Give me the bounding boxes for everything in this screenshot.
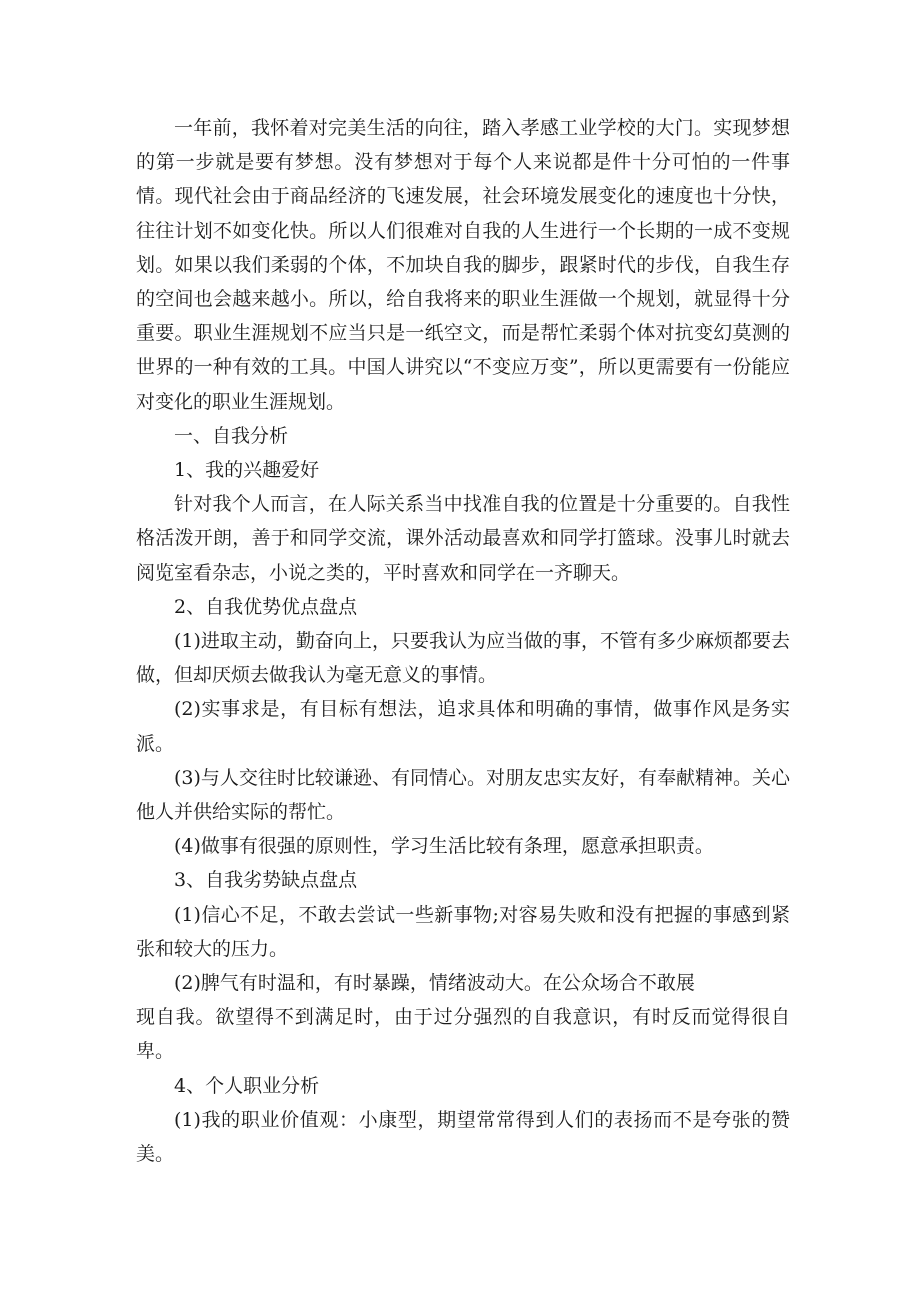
- career-item-1: (1)我的职业价值观：小康型，期望常常得到人们的表扬而不是夸张的赞美。: [136, 1108, 790, 1166]
- interests-paragraph: 针对我个人而言，在人际关系当中找准自我的位置是十分重要的。自我性格活泼开朗，善于和同学交流，课外活动最喜欢和同学打篮球。没事儿时就去阅览室看杂志，小说之类的，平时喜欢和同学在一齐聊天。: [136, 493, 790, 584]
- subheading-strengths: 2、自我优势优点盘点: [174, 595, 358, 618]
- subheading-interests: 1、我的兴趣爱好: [174, 459, 320, 482]
- intro-paragraph: 一年前，我怀着对完美生活的向往，踏入孝感工业学校的大门。实现梦想的第一步就是要有梦想。没有梦想对于每个人来说都是件十分可怕的一件事情。现代社会由于商品经济的飞速发展，社会环境发展变化的速度也十分快，往往计划不如变化快。所以人们很难对自我的人生进行一个长期的一成不变规划。如果以我们柔弱的个体，不加块自我的脚步，跟紧时代的步伐，自我生存的空间也会越来越小。所以，给自我将来的职业生涯做一个规划，就显得十分重要。职业生涯规划不应当只是一纸空文，而是帮忙柔弱个体对抗变幻莫测的世界的一种有效的工具。中国人讲究以“不变应万变”，所以更需要有一份能应对变化的职业生涯规划。: [136, 117, 790, 413]
- section-heading-self-analysis: 一、自我分析: [174, 424, 289, 447]
- strength-item-3: (3)与人交往时比较谦逊、有同情心。对朋友忠实友好，有奉献精神。关心他人并供给实际的帮忙。: [136, 766, 790, 824]
- subheading-weaknesses: 3、自我劣势缺点盘点: [174, 869, 358, 892]
- weakness-item-2-line-1: (2)脾气有时温和，有时暴躁，情绪波动大。在公众场合不敢展: [174, 972, 695, 995]
- weakness-item-1: (1)信心不足，不敢去尝试一些新事物;对容易失败和没有把握的事感到紧张和较大的压力。: [136, 903, 790, 960]
- document-body: [136, 111, 790, 1171]
- strength-item-2: (2)实事求是，有目标有想法，追求具体和明确的事情，做事作风是务实派。: [136, 698, 790, 755]
- weakness-item-2-continuation: 现自我。欲望得不到满足时，由于过分强烈的自我意识，有时反而觉得很自卑。: [136, 1006, 790, 1063]
- subheading-career-analysis: 4、个人职业分析: [174, 1074, 320, 1097]
- strength-item-1: (1)进取主动，勤奋向上，只要我认为应当做的事，不管有多少麻烦都要去做，但却厌烦去做我认为毫无意义的事情。: [136, 630, 790, 687]
- strength-item-4: (4)做事有很强的原则性，学习生活比较有条理，愿意承担职责。: [174, 835, 714, 858]
